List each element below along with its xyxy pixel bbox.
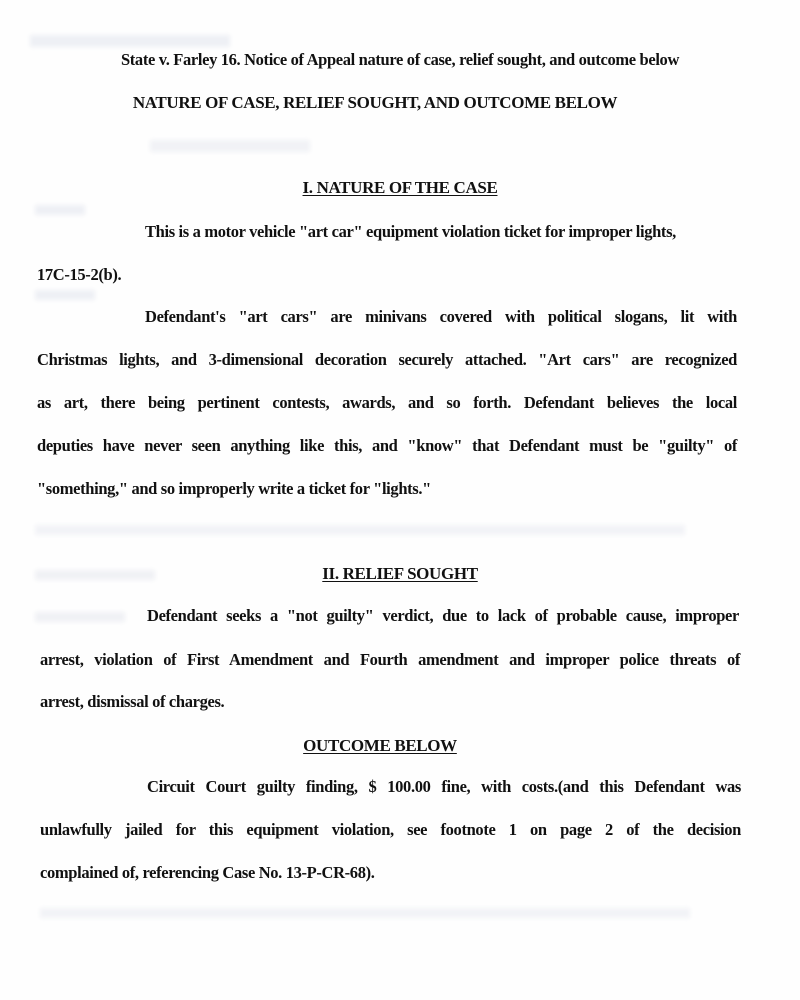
paragraph-line: 17C-15-2(b). (37, 265, 122, 284)
paragraph-line: deputies have never seen anything like this, and "know" that Defendant must be "guilty" of (37, 436, 737, 455)
bleed-through-mark (150, 140, 310, 152)
section-heading-relief-sought (0, 564, 800, 584)
paragraph-line: unlawfully jailed for this equipment violation, see footnote 1 on page 2 of the decision (40, 820, 741, 839)
bleed-through-mark (35, 205, 85, 215)
paragraph-line: complained of, referencing Case No. 13-P-CR-68). (40, 863, 375, 882)
document-title: State v. Farley 16. Notice of Appeal nature of case, relief sought, and outcome below (120, 50, 680, 69)
bleed-through-mark (35, 525, 685, 535)
bleed-through-mark (30, 35, 230, 47)
paragraph-line: Defendant seeks a "not guilty" verdict, due to lack of probable cause, improper (147, 606, 739, 625)
paragraph-line: This is a motor vehicle "art car" equipment violation ticket for improper lights, (145, 222, 676, 241)
paragraph-line: as art, there being pertinent contests, awards, and so forth. Defendant believes the local (37, 393, 737, 412)
section-heading-text: II. RELIEF SOUGHT (322, 564, 478, 583)
paragraph-line: "something," and so improperly write a ticket for "lights." (37, 479, 431, 498)
paragraph-line: Defendant's "art cars" are minivans covered with political slogans, lit with (145, 307, 737, 326)
bleed-through-mark (40, 908, 690, 918)
section-heading-text: OUTCOME BELOW (303, 736, 457, 755)
section-heading-text: I. NATURE OF THE CASE (302, 178, 498, 197)
main-heading: NATURE OF CASE, RELIEF SOUGHT, AND OUTCOME BELOW (132, 93, 618, 112)
paragraph-line: Christmas lights, and 3-dimensional decoration securely attached. "Art cars" are recognized (37, 350, 737, 369)
bleed-through-mark (35, 290, 95, 300)
section-heading-outcome-below (0, 736, 780, 756)
bleed-through-mark (35, 612, 125, 622)
paragraph-line: arrest, dismissal of charges. (40, 692, 225, 711)
section-heading-nature-of-case (0, 178, 800, 198)
paragraph-line: Circuit Court guilty finding, $ 100.00 fine, with costs.(and this Defendant was (147, 777, 741, 796)
paragraph-line: arrest, violation of First Amendment and Fourth amendment and improper police threats of (40, 650, 740, 669)
